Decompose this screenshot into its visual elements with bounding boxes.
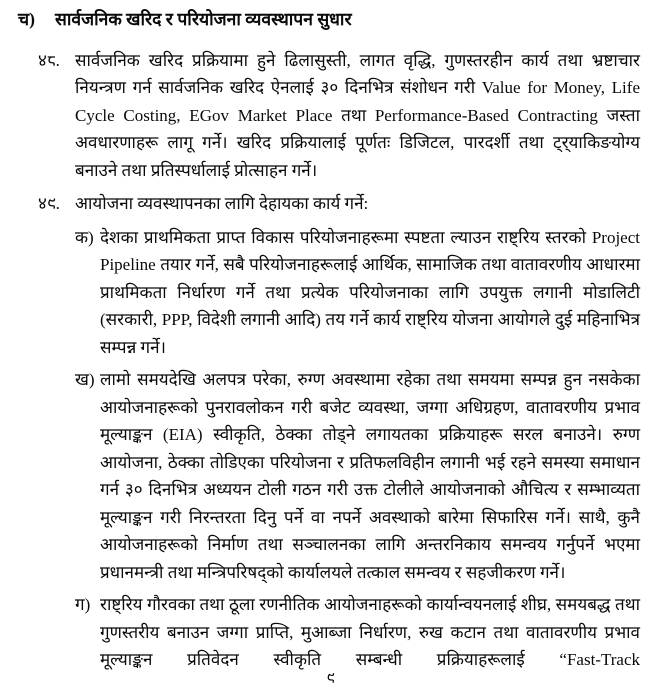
numbered-item-48	[18, 47, 640, 185]
subitem-kha	[75, 366, 640, 586]
section-heading	[18, 6, 640, 34]
section-heading-marker: च)	[18, 9, 35, 29]
section-heading-title: सार्वजनिक खरिद र परियोजना व्यवस्थापन सुधार	[55, 9, 352, 29]
item-48-text: सार्वजनिक खरिद प्रक्रियामा हुने ढिलासुस्ती, लागत वृद्धि, गुणस्तरहीन कार्य तथा भ्रष्टाचार नियन्त्रण गर्न सार्वजनिक खरिद ऐनलाई ३० दिनभित्र संशोधन गरी Value for Money, Life Cycle Costing, EGov Market Place तथा Performance-Based Contracting जस्ता अवधारणाहरू लागू गर्ने। खरिद प्रक्रियालाई पूर्णतः डिजिटल, पारदर्शी तथा ट्र्याकिङयोग्य बनाउने तथा प्रतिस्पर्धालाई प्रोत्साहन गर्ने।	[75, 50, 640, 180]
page-number: ९	[326, 669, 335, 687]
subitem-kha-text: लामो समयदेखि अलपत्र परेका, रुग्ण अवस्थामा रहेका तथा समयमा सम्पन्न हुन नसकेका आयोजनाहरूको पुनरावलोकन गरी बजेट व्यवस्था, जग्गा अधिग्रहण, वातावरणीय प्रभाव मूल्याङ्कन (EIA) स्वीकृति, ठेक्का तोड्ने लगायतका प्रक्रियाहरू सरल बनाउने। रुग्ण आयोजना, ठेक्का तोडिएका परियोजना र प्रतिफलविहीन लगानी भई रहने समस्या समाधान गर्न ३० दिनभित्र अध्ययन टोली गठन गरी उक्त टोलीले आयोजनाको औचित्य र सम्भाव्यता मूल्याङ्कन गरी निरन्तरता दिनु पर्ने वा नपर्ने अवस्थाको बारेमा सिफारिस गर्ने। साथै, कुनै आयोजनाहरूको निर्माण तथा सञ्चालनका लागि अन्तरनिकाय समन्वय गर्नुपर्ने भएमा प्रधानमन्त्री तथा मन्त्रिपरिषद्को कार्यालयले तत्काल समन्वय र सहजीकरण गर्ने।	[100, 370, 640, 582]
item-48-number: ४८.	[38, 50, 60, 70]
item-49-intro-text: आयोजना व्यवस्थापनका लागि देहायका कार्य गर्ने:	[75, 194, 369, 213]
subitem-ga-marker: ग)	[75, 595, 91, 614]
numbered-item-49	[18, 190, 640, 218]
subitem-ga	[75, 591, 640, 674]
subitem-ka-text: देशका प्राथमिकता प्राप्त विकास परियोजनाहरूमा स्पष्टता ल्याउन राष्ट्रिय स्तरको Project Pipeline तयार गर्ने, सबै परियोजनाहरूलाई आर्थिक, सामाजिक तथा वातावरणीय आधारमा प्राथमिकता निर्धारण गर्ने तथा प्रत्येक परियोजनाका लागि उपयुक्त लगानी मोडालिटी (सरकारी, PPP, विदेशी लगानी आदि) तय गर्ने कार्य राष्ट्रिय योजना आयोगले दुई महिनाभित्र सम्पन्न गर्ने।	[100, 227, 640, 357]
item-49-number: ४९.	[38, 194, 60, 213]
subitem-ga-text: राष्ट्रिय गौरवका तथा ठूला रणनीतिक आयोजनाहरूको कार्यान्वयनलाई शीघ्र, समयबद्ध तथा गुणस्तरीय बनाउन जग्गा प्राप्ति, मुआब्जा निर्धारण, रुख कटान तथा वातावरणीय प्रभाव मूल्याङ्कन प्रतिवेदन स्वीकृति सम्बन्धी प्रक्रियाहरूलाई “Fast-Track	[100, 595, 640, 669]
subitem-ka-marker: क)	[75, 227, 94, 247]
subitem-kha-marker: ख)	[75, 370, 95, 389]
subitem-ka	[75, 224, 640, 362]
